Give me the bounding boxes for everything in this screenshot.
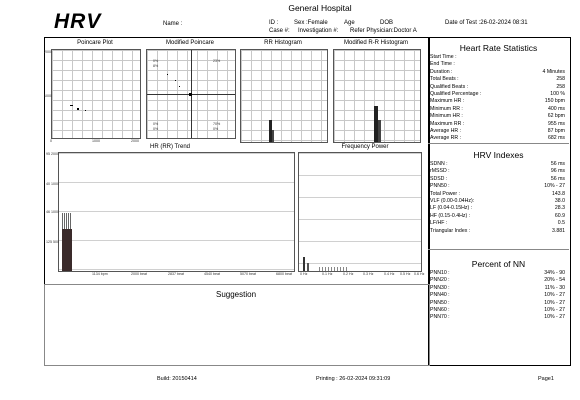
stat-label: PNN70 :: [430, 314, 450, 321]
stat-value: 20% - 54: [544, 277, 565, 284]
hrv-indexes-list: [428, 161, 569, 236]
sex-value: Sex :Female: [294, 20, 328, 26]
stat-label: PNN30 :: [430, 284, 450, 291]
stat-value: 96 ms: [550, 168, 565, 175]
hr-trend-xtick: 5070 beat: [240, 272, 256, 276]
suggestion-title: Suggestion: [215, 290, 257, 299]
stat-value: 3.881: [552, 227, 565, 234]
name-label: Name :: [163, 21, 183, 27]
hr-trend-ytick: 46 1000: [46, 210, 59, 214]
refer-physician: Refer Physician:Doctor A: [350, 28, 417, 34]
quad-label: 0%: [153, 59, 159, 63]
hr-trend-xtick: 2837 beat: [168, 272, 184, 276]
stat-label: Minimum RR :: [430, 105, 463, 112]
stat-value: 143.8: [552, 190, 565, 197]
quad-label: 8%: [153, 64, 159, 68]
poincare-xtick: 0: [50, 139, 52, 143]
stat-row: [428, 91, 569, 98]
stat-row: [428, 285, 569, 292]
hr-trend-xtick: 6800 beat: [276, 272, 292, 276]
stat-row: [428, 183, 569, 190]
freq-xtick: 0.1 Hz: [322, 272, 333, 276]
freq-xtick: 0.4 Hz: [384, 272, 395, 276]
quad-label: 0%: [213, 127, 219, 131]
stat-row: [428, 69, 569, 76]
freq-xtick: 0 Hz: [300, 272, 308, 276]
stat-row: [428, 300, 569, 307]
stat-label: PNN50 :: [430, 183, 450, 190]
investigation-label: Investigation #:: [298, 28, 339, 34]
stat-row: [428, 76, 569, 83]
hr-trend-ytick: 95 2000: [46, 152, 59, 156]
dob-label: DOB: [380, 20, 394, 26]
stat-value: 10% - 27: [544, 314, 565, 321]
stat-value: 34% - 90: [544, 270, 565, 276]
stat-value: 56 ms: [550, 161, 565, 167]
hr-trend-ytick: 125 500: [46, 240, 59, 244]
mp-cluster: [189, 93, 192, 96]
stat-value: 100 %: [550, 91, 565, 97]
stat-value: 10% - 27: [544, 183, 565, 190]
poincare-xtick: 2000: [131, 139, 139, 143]
stat-value: 400 ms: [547, 105, 565, 112]
hr-trend-title: HR (RR) Trend: [149, 144, 190, 150]
stat-value: 60.9: [554, 212, 565, 219]
stat-row: [428, 213, 569, 220]
freq-xtick: 0.5 Hz: [400, 272, 411, 276]
stat-label: PNN40 :: [430, 292, 450, 299]
stat-value: 258: [556, 76, 565, 83]
freq-peak: [307, 263, 309, 271]
stat-row: [428, 270, 569, 277]
frequency-power-title: Frequency Power: [341, 144, 389, 150]
page-number: Page1: [538, 376, 554, 382]
poincare-ytick: 1000: [44, 94, 52, 98]
modified-poincare-plot: [146, 49, 236, 139]
poincare-point: [70, 105, 73, 106]
mp-point: [179, 86, 180, 87]
stat-label: Average HR :: [430, 128, 462, 134]
stat-label: PNN10 :: [430, 270, 450, 276]
stat-row: [428, 168, 569, 175]
stat-label: Total Power :: [430, 190, 460, 197]
stat-label: Qualified Beats :: [430, 83, 469, 90]
stat-value: 682 ms: [547, 135, 565, 142]
stat-label: Qualified Percentage :: [430, 91, 482, 97]
frequency-power-plot: [298, 152, 422, 272]
mp-point: [167, 74, 168, 75]
stat-row: [428, 292, 569, 299]
hr-stats-title: Heart Rate Statistics: [459, 43, 538, 53]
poincare-ytick: 2000: [44, 50, 52, 54]
stat-label: PNN60 :: [430, 307, 450, 313]
freq-xtick: 0.6 Hz: [414, 272, 425, 276]
stat-label: Start Time :: [430, 54, 457, 60]
poincare-point: [77, 108, 79, 110]
stat-label: Average RR :: [430, 135, 462, 142]
stat-label: LF (0.04-0.15Hz) :: [430, 205, 473, 212]
stat-label: SDNN :: [430, 161, 448, 167]
rr-hist-bar: [272, 130, 274, 142]
stat-row: [428, 277, 569, 284]
stat-row: [428, 307, 569, 314]
stat-value: 4 Minutes: [542, 68, 565, 75]
date-of-test: Date of Test :26-02-2024 08:31: [445, 20, 528, 26]
stat-row: [428, 113, 569, 120]
poincare-xtick: 1000: [92, 139, 100, 143]
id-label: ID :: [269, 20, 279, 26]
modified-rr-histogram-title: Modified R-R Histogram: [343, 40, 409, 46]
divider: [428, 249, 569, 250]
hr-trend-plot: [58, 152, 295, 272]
stat-label: PNN50 :: [430, 299, 450, 306]
age-label: Age: [344, 20, 355, 26]
percent-nn-title: Percent of NN: [471, 259, 526, 269]
freq-xtick: 0.2 Hz: [343, 272, 354, 276]
stat-row: [428, 314, 569, 321]
stat-label: HF (0.15-0.4Hz) :: [430, 212, 471, 219]
build-info: Build: 20150414: [157, 376, 197, 382]
hrv-indexes-title: HRV Indexes: [473, 150, 524, 160]
poincare-plot: [51, 49, 141, 139]
hr-trend-xtick: 1134 bpm: [92, 272, 108, 276]
stat-row: [428, 54, 569, 61]
hr-trend-bar: [62, 229, 72, 271]
stat-value: 11% - 30: [544, 284, 565, 291]
stat-row: [428, 161, 569, 168]
stat-label: Maximum HR :: [430, 98, 465, 105]
printing-info: Printing : 26-02-2024 09:31:09: [316, 376, 391, 382]
stat-value: 10% - 27: [544, 307, 565, 313]
stat-row: [428, 198, 569, 205]
stat-value: 258: [556, 83, 565, 90]
hr-trend-xtick: 2000 beat: [131, 272, 147, 276]
stat-label: Duration :: [430, 68, 453, 75]
stat-label: VLF (0.00-0.04Hz):: [430, 198, 475, 204]
stat-label: End Time :: [430, 61, 455, 68]
stat-value: 150 bpm: [544, 98, 565, 105]
percent-nn-list: [428, 270, 569, 325]
stat-value: 87 bpm: [547, 128, 565, 134]
case-label: Case #:: [269, 28, 290, 34]
stat-row: [428, 106, 569, 113]
hrv-logo: HRV: [54, 10, 102, 33]
stat-label: Maximum RR :: [430, 120, 465, 127]
stat-label: SDSD :: [430, 175, 448, 182]
stat-value: 28.3: [554, 205, 565, 212]
rr-histogram-plot: [240, 49, 328, 143]
stat-row: [428, 205, 569, 212]
stat-label: LF/HF :: [430, 220, 448, 227]
stat-row: [428, 228, 569, 235]
stat-row: [428, 176, 569, 183]
stat-label: PNN20 :: [430, 277, 450, 284]
hr-trend-xtick: 4540 beat: [204, 272, 220, 276]
stat-label: Triangular Index :: [430, 227, 471, 234]
stat-row: [428, 128, 569, 135]
poincare-point: [85, 110, 86, 111]
stat-value: 10% - 27: [544, 292, 565, 299]
quad-label: 0%: [153, 122, 159, 126]
stat-row: [428, 191, 569, 198]
stat-value: 62 bpm: [547, 113, 565, 120]
hr-trend-ytick: 40 1000: [46, 182, 59, 186]
quad-label: 70%: [213, 122, 221, 126]
stat-value: 38.0: [554, 198, 565, 204]
stat-row: [428, 98, 569, 105]
stat-value: 955 ms: [547, 120, 565, 127]
stat-label: rMSSD :: [430, 168, 450, 175]
stat-value: 10% - 27: [544, 299, 565, 306]
quad-label: 23%: [213, 59, 221, 63]
divider: [428, 143, 569, 144]
quad-label: 0%: [153, 127, 159, 131]
stat-row: [428, 220, 569, 227]
freq-peak: [303, 257, 305, 271]
stat-row: [428, 84, 569, 91]
stat-label: Total Beats :: [430, 76, 459, 83]
stat-label: Minimum HR :: [430, 113, 463, 120]
mrr-hist-bar: [378, 120, 381, 142]
mp-point: [175, 80, 176, 81]
freq-xtick: 0.3 Hz: [363, 272, 374, 276]
poincare-title: Poincare Plot: [77, 40, 113, 46]
rr-histogram-title: RR Histogram: [264, 40, 302, 46]
hospital-name: General Hospital: [288, 3, 352, 13]
stat-value: 0.5: [557, 220, 565, 227]
stat-row: [428, 121, 569, 128]
stat-row: [428, 61, 569, 68]
hr-trend-spikes: [62, 213, 72, 229]
modified-rr-histogram-plot: [333, 49, 421, 143]
freq-noise: [319, 267, 349, 271]
stat-value: 56 ms: [550, 175, 565, 182]
hr-stats-list: [428, 54, 569, 144]
stat-row: [428, 135, 569, 142]
modified-poincare-title: Modified Poincare: [165, 40, 215, 46]
